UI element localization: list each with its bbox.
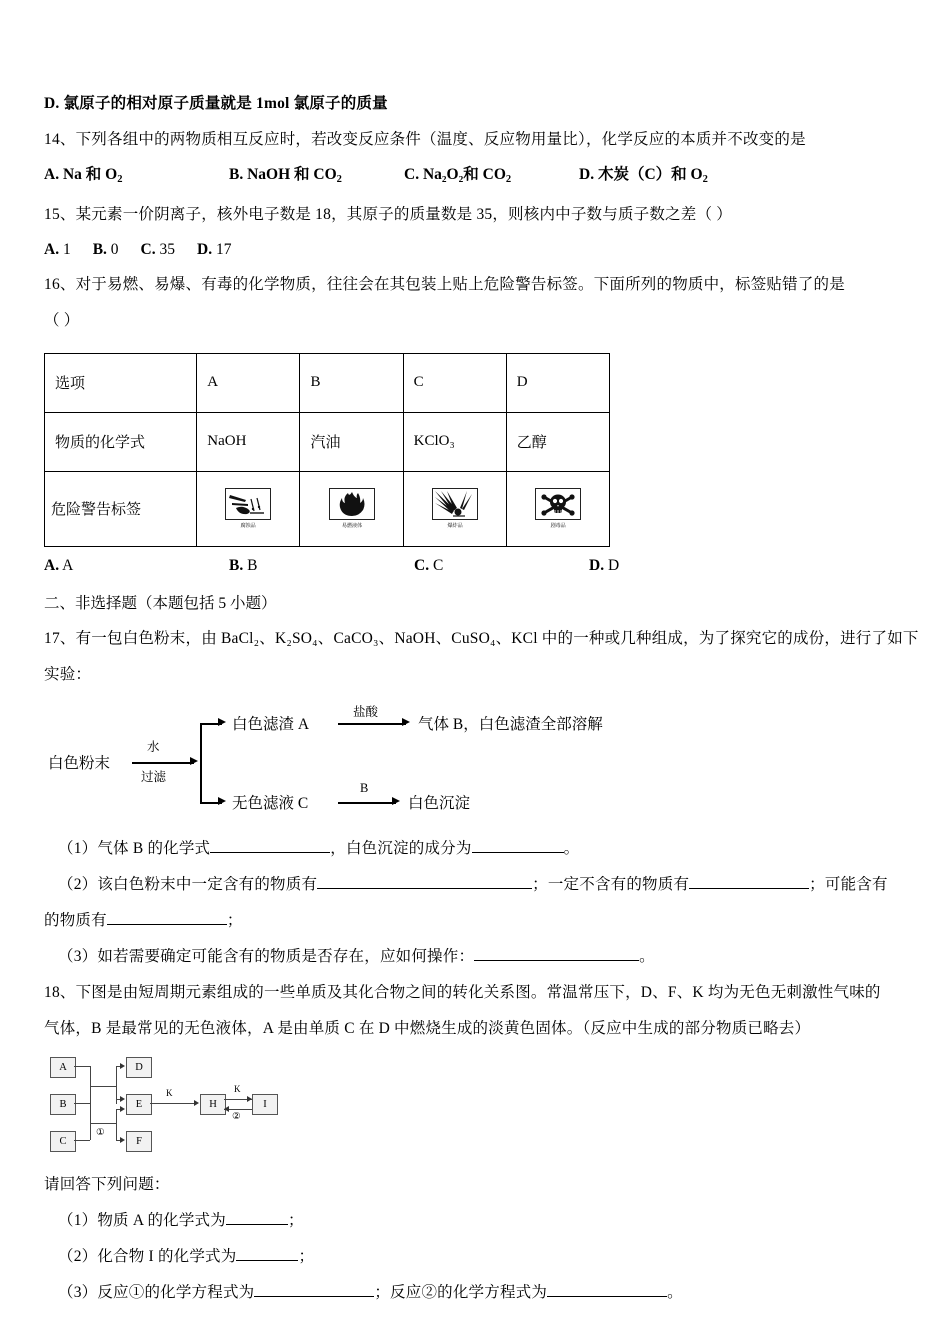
q14-option-a-sub: 2 [117,173,123,185]
table-cell-formula-b: 汽油 [300,412,403,471]
question-18-stem-line1 [44,975,910,1011]
diagram-bus-bottom [90,1123,116,1124]
toxic-icon-box [535,488,581,520]
flow-reagent-b-label: B [360,780,369,795]
question-17-stem-line2: 实验： [44,665,92,683]
diagram-box-e: E [126,1094,152,1115]
flame-icon-svg [330,489,374,519]
diagram-line-a-out [74,1066,90,1067]
toxic-icon-caption: 剧毒品 [550,523,566,530]
question-18-stem-line2: 气体，B 是最常见的无色液体，A 是由单质 C 在 D 中燃烧生成的淡黄色固体。（反应中生成的部分物质已略去） [44,1019,811,1037]
diagram-box-c: C [50,1131,76,1152]
question-16-number: 16、 [44,275,76,293]
q17-sub1-text-c: 。 [563,839,580,857]
table-cell-option-a: A [197,353,300,412]
flow-white-precipitate-label: 白色沉淀 [408,794,471,812]
flow-bottom-branch-arrow [218,797,226,805]
q17-sub1-blank-1[interactable] [210,852,330,853]
diagram-box-b: B [50,1094,76,1115]
question-17-sub2-line2 [44,903,910,939]
question-16-text: 对于易燃、易爆、有毒的化学物质，往往会在其包装上贴上危险警告标签。下面所列的物质中，标签贴错了的是 [75,275,845,293]
q18-sub3-blank-2[interactable] [547,1296,667,1297]
flammable-liquid-icon [326,488,378,529]
q15-option-c[interactable] [141,233,175,267]
q18-sub3-text-a: （3）反应①的化学方程式为 [58,1283,255,1301]
q17-sub2-text-d: 的物质有 [44,911,107,929]
diagram-box-d: D [126,1057,152,1078]
explosive-icon [429,488,481,529]
question-17-text-1: 有一包白色粉末，由 BaCl₂、K₂SO₄、CaCO₃、NaOH、CuSO₄、KCl 中的一种或几种组成，为了探究它的成份，进行了如下 [75,629,919,647]
diagram-reaction-marker-1: ① [96,1126,105,1138]
corrosive-icon [222,488,274,529]
q16-option-a-label: A. [44,556,60,574]
corrosive-icon-box [225,488,271,520]
flow-main-arrow [190,757,198,765]
q17-sub2-blank-1[interactable] [317,888,532,889]
q16-option-d-label: D. [589,556,605,574]
q17-sub2-text-b: ；一定不含有的物质有 [532,875,690,893]
flow-gas-b-result-label: 气体 B，白色滤渣全部溶解 [418,715,603,733]
table-row-options [45,353,610,412]
flow-split-line [200,723,202,803]
q16-option-d-text: D [607,556,620,574]
q18-sub1-text-b: ； [287,1211,304,1229]
q15-option-c-text: 35 [159,240,175,258]
corrosive-icon-caption: 腐蚀品 [240,523,256,530]
table-cell-hazard-d [506,471,609,546]
flow-reagent-b-arrow [392,797,400,805]
toxic-icon [532,488,584,529]
flow-top-branch-arrow [218,718,226,726]
flammable-liquid-icon-caption: 易燃液体 [341,523,362,530]
flow-start-label: 白色粉末 [48,754,111,772]
q14-option-c-label: C. [404,166,420,183]
flow-filter-label: 过滤 [141,769,167,784]
explosive-icon-box [432,488,478,520]
question-15-text: 某元素一价阴离子，核外电子数是 18，其原子的质量数是 35，则核内中子数与质子数之差 [75,205,697,223]
question-14-text: 下列各组中的两物质相互反应时，若改变反应条件（温度、反应物用量比），化学反应的本质并不改变的是 [75,131,806,148]
q15-option-d-label: D. [197,240,213,258]
question-14-stem [44,122,910,158]
q14-option-b[interactable] [229,158,404,197]
q16-option-d[interactable] [589,551,619,581]
table-header-formula: 物质的化学式 [45,412,197,471]
question-17-stem-line1 [44,621,919,657]
q15-option-a-text: 1 [62,240,71,258]
diagram-arrow-to-e-lower [120,1106,125,1112]
table-cell-option-b: B [300,353,403,412]
question-17-flowchart [48,701,603,821]
q16-option-a[interactable] [44,551,229,581]
diagram-line-a-down [90,1066,91,1086]
question-17-sub3 [44,939,910,975]
diagram-box-a: A [50,1057,76,1078]
diagram-arrow-to-e-upper [120,1096,125,1102]
q17-sub2-text-c: ；可能含有 [809,875,888,893]
flammable-liquid-icon-box [329,488,375,520]
question-17-sub2-line1 [44,867,910,903]
q15-option-b[interactable] [93,233,119,267]
flow-hydrochloric-acid-label: 盐酸 [353,704,379,719]
q15-option-d[interactable] [197,233,231,267]
section-2-heading: 二、非选择题（本题包括 5 小题） [44,594,277,612]
q18-sub3-text-b: ；反应②的化学方程式为 [374,1283,548,1301]
table-cell-hazard-a [197,471,300,546]
option-d-text: 氯原子的相对原子质量就是 1mol 氯原子的质量 [63,95,388,112]
q18-sub3-blank-1[interactable] [254,1296,374,1297]
q18-sub1-blank[interactable] [226,1224,288,1225]
diagram-arrow-to-d [120,1063,125,1069]
explosive-icon-caption: 爆炸品 [447,523,463,530]
table-cell-hazard-c [403,471,506,546]
question-14-number: 14、 [44,131,76,148]
table-cell-formula-d: 乙醇 [506,412,609,471]
q14-option-d[interactable] [579,158,708,197]
table-cell-formula-c: KClO₃ [403,412,506,471]
q18-sub3-text-c: 。 [667,1283,683,1301]
question-16-options [44,551,910,581]
table-cell-option-d: D [506,353,609,412]
q14-option-c-text: Na₂O₂和 CO [422,166,506,183]
diagram-line-b-down [90,1103,91,1140]
q14-option-a-text: Na 和 O [62,166,118,183]
q16-option-c-text: C [432,556,444,574]
diagram-arrow-to-f [120,1137,125,1143]
q17-sub3-blank-1[interactable] [474,960,639,961]
q15-option-a-label: A. [44,240,60,258]
q14-option-a-label: A. [44,166,60,183]
question-16-answer-paren-line [44,303,910,339]
q17-sub1-text-a: （1）气体 B 的化学式 [58,839,211,857]
diagram-line-e-to-h [150,1103,195,1104]
diagram-arrow-e-to-h [194,1100,199,1106]
q15-option-a[interactable] [44,233,71,267]
q17-sub1-blank-2[interactable] [472,852,564,853]
q14-option-d-sub: 2 [702,173,708,185]
question-15-options [44,233,910,267]
q17-sub2-text-a: （2）该白色粉末中一定含有的物质有 [58,875,318,893]
q17-sub2-text-e: ； [226,911,243,929]
question-13-option-d [44,86,910,122]
question-17-number: 17、 [44,629,76,647]
diagram-bus-top [90,1086,116,1087]
corrosive-icon-svg [226,489,270,519]
q17-sub3-text-b: 。 [639,947,655,965]
table-cell-hazard-b [300,471,403,546]
flow-residue-a-label: 白色滤渣 A [232,715,310,733]
table-cell-option-c: C [403,353,506,412]
flow-acid-line [338,723,406,725]
q14-option-d-label: D. [579,166,595,183]
option-label-d: D. [44,95,60,112]
diagram-arrow-i-to-h [224,1106,229,1112]
table-cell-formula-a: NaOH [197,412,300,471]
q14-option-b-text: NaOH 和 CO [247,166,337,183]
question-18-diagram [48,1053,280,1155]
diagram-box-f: F [126,1131,152,1152]
q15-option-d-text: 17 [215,240,232,258]
diagram-arrow-h-to-i [247,1096,252,1102]
q14-option-c-sub: 2 [505,173,512,185]
q14-option-b-sub: 2 [336,173,342,185]
diagram-edge-label-k-2: K [234,1083,241,1094]
q14-option-b-label: B. [229,166,244,183]
diagram-box-h: H [200,1094,226,1115]
diagram-line-b-up [90,1086,91,1103]
question-18-sub1 [44,1203,910,1239]
q16-option-b-label: B. [229,556,244,574]
flow-main-line [132,762,194,764]
q17-sub1-text-b: ，白色沉淀的成分为 [330,839,472,857]
hazard-label-table [44,353,610,547]
q16-option-b[interactable] [229,551,414,581]
q17-sub2-blank-3[interactable] [107,924,227,925]
question-18-prompt: 请回答下列问题： [44,1175,170,1193]
q14-option-a[interactable] [44,158,229,197]
flow-water-label: 水 [147,739,160,754]
flow-filtrate-c-label: 无色滤液 C [232,794,309,812]
q15-option-c-label: C. [140,240,156,258]
diagram-riser-bottom [116,1109,117,1141]
question-18-sub2 [44,1239,910,1275]
question-15-stem [44,197,910,233]
explosion-icon-svg [433,489,477,519]
q14-option-c[interactable] [404,158,579,197]
question-18-sub3 [44,1275,910,1311]
q14-option-d-text: 木炭（C）和 O [597,166,703,183]
diagram-box-i: I [252,1094,278,1115]
question-17-sub1 [44,831,910,867]
diagram-reaction-marker-2: ② [232,1110,241,1122]
question-18-text-1: 下图是由短周期元素组成的一些单质及其化合物之间的转化关系图。常温常压下，D、F、K 均为无色无刺激性气味的 [75,983,881,1001]
q18-sub2-blank[interactable] [236,1260,298,1261]
flow-reagent-b-line [338,802,396,804]
q18-sub1-text-a: （1）物质 A 的化学式为 [58,1211,226,1229]
q16-option-a-text: A [62,556,74,574]
q16-option-b-text: B [247,556,258,574]
question-14-options [44,158,910,197]
q16-option-c-label: C. [414,556,430,574]
q15-option-b-label: B. [92,240,107,258]
diagram-line-c-out [74,1140,90,1141]
page-content [44,86,919,1311]
q18-sub2-text-a: （2）化合物 I 的化学式为 [58,1247,237,1265]
table-row-hazard-label [45,471,610,546]
flow-acid-arrow [402,718,410,726]
diagram-edge-label-k-1: K [166,1087,173,1098]
diagram-line-b-out [74,1103,90,1104]
question-16-answer-paren: （ ） [44,311,80,329]
q16-option-c[interactable] [414,551,589,581]
q17-sub3-text-a: （3）如若需要确定可能含有的物质是否存在，应如何操作： [58,947,475,965]
question-15-number: 15、 [44,205,76,223]
table-header-option: 选项 [45,353,197,412]
question-15-answer-paren: （ ） [696,205,732,223]
skull-crossbones-icon-svg [536,489,580,519]
table-header-hazard-label: 危险警告标签 [45,471,197,546]
q18-sub2-text-b: ； [298,1247,315,1265]
q15-option-b-text: 0 [110,240,119,258]
q17-sub2-blank-2[interactable] [689,888,809,889]
question-16-stem [44,267,910,303]
question-18-number: 18、 [44,983,76,1001]
table-row-formula [45,412,610,471]
